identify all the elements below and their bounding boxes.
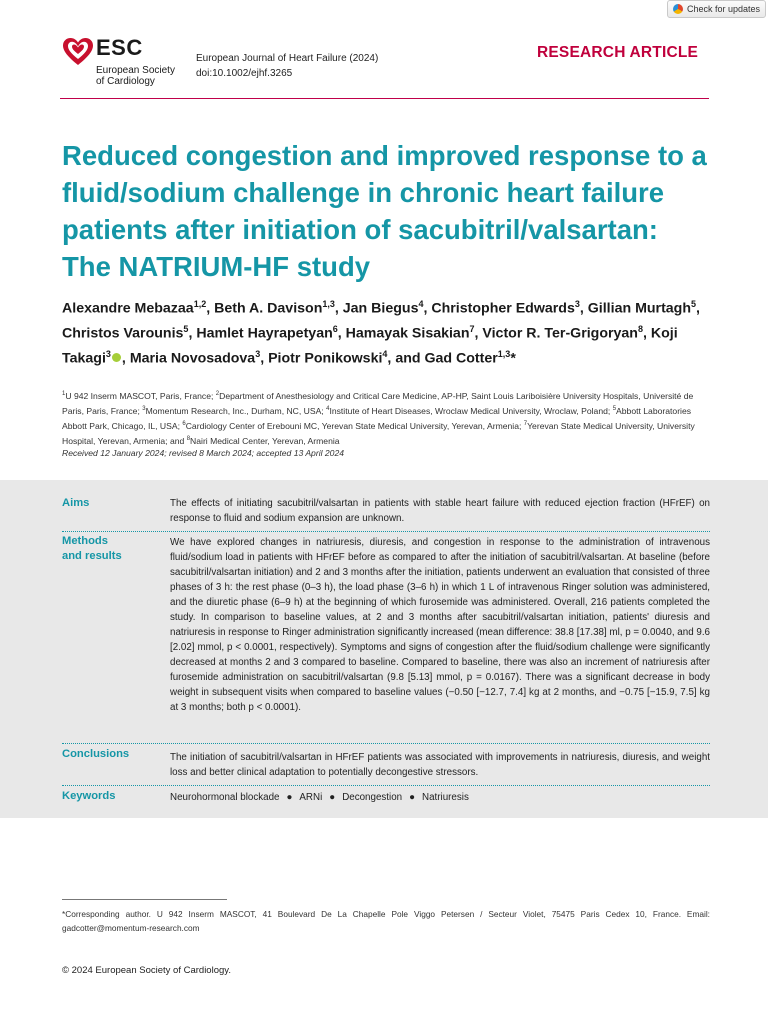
- methods-label-line-2: and results: [62, 550, 122, 562]
- author-affiliation-mark: 4: [382, 349, 388, 360]
- affiliation-number: 7: [523, 421, 528, 428]
- section-divider: [62, 743, 710, 744]
- author-affiliation-mark: 3: [574, 299, 580, 309]
- affiliations: [62, 388, 712, 448]
- author-name[interactable]: Gillian Murtagh: [587, 300, 692, 317]
- keyword-list: [170, 792, 469, 803]
- article-type: RESEARCH ARTICLE: [537, 44, 699, 61]
- author-affiliation-mark: 1,3: [322, 299, 335, 309]
- logo-subtitle: [96, 65, 175, 87]
- structured-abstract: [0, 480, 768, 818]
- received-dates: Received 12 January 2024; revised 8 March 2024; accepted 13 April 2024: [62, 448, 345, 458]
- keyword: Neurohormonal blockade: [170, 792, 280, 803]
- check-for-updates-button[interactable]: [667, 0, 766, 18]
- author-name[interactable]: Gad Cotter: [424, 351, 498, 368]
- keyword: Decongestion: [342, 792, 403, 803]
- author-name[interactable]: Alexandre Mebazaa: [62, 300, 194, 317]
- keyword: Natriuresis: [422, 792, 469, 803]
- journal-name: European Journal of Heart Failure (2024): [196, 53, 379, 64]
- author-affiliation-mark: 3: [255, 349, 261, 360]
- header-divider: [60, 98, 709, 99]
- footnote-divider: [62, 899, 227, 900]
- aims-label: Aims: [62, 497, 90, 509]
- author-affiliation-mark: 1,2: [193, 299, 207, 309]
- keyword-separator: ●: [286, 792, 293, 803]
- author-affiliation-mark: 5: [691, 299, 697, 309]
- author-affiliation-mark: 7: [469, 324, 475, 335]
- keyword-separator: ●: [329, 792, 336, 803]
- affiliation-number: 4: [326, 406, 330, 413]
- journal-info: [196, 51, 378, 81]
- section-divider: [62, 785, 710, 786]
- affiliation-text: Abbott Laboratories Abbott Park, Chicago, IL, USA;: [62, 405, 692, 431]
- author-affiliation-mark: 6: [332, 324, 338, 335]
- author-name[interactable]: Hamayak Sisakian: [345, 325, 470, 342]
- author-name[interactable]: Jan Biegus: [342, 300, 419, 317]
- methods-text: We have explored changes in natriuresis, diuresis, and congestion in response to the administration of intravenous fluid/sodium load in patients with HFrEF before as compared to after the initiation of sacubitril/valsartan. At baseline (before sacubitril/valsartan initiation) and 2 and 3 months after the initiation, patients underwent an evaluation that consisted of three phases of 3 h: the rest phase (0–3 h), the load phase (3–6 h) in which 1 L of intravenous Ringer solution was administered, and the diuretic phase (6–9 h) at the beginning of which furosemide was administered. Overall, 216 patients completed the study. In comparison to baseline values, at 2 and 3 months after sacubitril/valsartan initiation, patients' diuresis and natriuresis in response to Ringer administration significantly increased (mean difference: 38.8 [17.38] ml, p = 0.0040, and 9.6 [2.02] mmol, p < 0.0001, respectively). Symptoms and signs of congestion after the fluid/sodium challenge were significantly decreased at months 2 and 3 compared to baseline. Compared to baseline, there was also an increment of natriuresis after furosemide administration on sacubitril/valsartan (9.8 [5.13] mmol, p = 0.0167). There was a significant decrease in body weight in subsequent visits when compared to baseline values (−0.50 [−12.7, 7.4] kg at 2 months, and −0.75 [−15.9, 7.5] kg at 3 months; both p < 0.0001).: [170, 537, 710, 713]
- author-list: Alexandre Mebazaa$^{1,2}$, Beth A. Davison$^{1,3}$, Jan Biegus$^4$, Christopher Edwards$^3$, Gillian Murtagh$^5$, Christos Varounis$^5$, Hamlet Hayrapetyan$^6$, Hamayak Sisakian$^7$, Victor R. Ter-Grigoryan$^8$, Koji Takagi$^3$ , Maria Novosadova$^3$, Piotr Ponikowski$^4$, and Gad Cotter$^{1,3}$*: [62, 299, 700, 368]
- author-name[interactable]: Christos Varounis: [62, 325, 184, 342]
- author-affiliation-mark: 8: [637, 324, 643, 335]
- keyword-separator: ●: [409, 792, 416, 803]
- affiliation-number: 2: [215, 391, 220, 397]
- author-name[interactable]: Hamlet Hayrapetyan: [196, 325, 333, 342]
- affiliation-number: 1: [62, 391, 66, 397]
- crossmark-icon: [673, 4, 683, 14]
- author-name[interactable]: Christopher Edwards: [431, 300, 575, 317]
- keywords-label: Keywords: [62, 790, 116, 802]
- author-affiliation-mark: 5: [183, 324, 189, 335]
- affiliation-text: U 942 Inserm MASCOT, Paris, France;: [65, 390, 214, 401]
- journal-doi[interactable]: doi:10.1002/ejhf.3265: [196, 68, 293, 79]
- author-affiliation-mark: 3: [105, 349, 111, 360]
- author-name[interactable]: Victor R. Ter-Grigoryan: [482, 325, 638, 342]
- author-name[interactable]: Beth A. Davison: [214, 300, 323, 317]
- section-divider: [62, 531, 710, 532]
- orcid-icon[interactable]: [112, 353, 121, 362]
- methods-label: [62, 534, 122, 564]
- logo-wordmark: ESC: [96, 35, 143, 60]
- copyright: © 2024 European Society of Cardiology.: [62, 965, 231, 976]
- conclusions-label: Conclusions: [62, 748, 130, 760]
- aims-text: The effects of initiating sacubitril/valsartan in patients with stable heart failure with reduced ejection fraction (HFrEF) on response to fluid and sodium expansion are unknown.: [170, 498, 710, 524]
- check-for-updates-label: Check for updates: [687, 4, 761, 14]
- affiliation-number: 8: [186, 436, 191, 443]
- affiliation-number: 6: [182, 421, 186, 428]
- affiliation-text: Momentum Research, Inc., Durham, NC, USA;: [145, 405, 324, 416]
- affiliation-text: Nairi Medical Center, Yerevan, Armenia: [190, 436, 340, 447]
- affiliation-number: 5: [612, 406, 617, 413]
- author-name[interactable]: Piotr Ponikowski: [268, 351, 383, 368]
- logo-subtitle-line-1: European Society: [96, 65, 175, 76]
- esc-logo: [60, 37, 190, 91]
- article-title: Reduced congestion and improved response to a fluid/sodium challenge in chronic heart failure patients after initiation of sacubitril/valsartan: The NATRIUM-HF study: [62, 140, 707, 282]
- author-name[interactable]: Maria Novosadova: [129, 351, 256, 368]
- affiliation-text: Cardiology Center of Erebouni MC, Yerevan State Medical University, Yerevan, Armenia;: [185, 420, 522, 431]
- author-affiliation-mark: 4: [418, 299, 424, 309]
- corresponding-author-footnote: *Corresponding author. U 942 Inserm MASCOT, 41 Boulevard De La Chapelle Pole Viggo Petersen / Secteur Violet, 75475 Paris Cedex 10, France. Email: gadcotter@momentum-research.com: [62, 909, 710, 933]
- keyword: ARNi: [299, 792, 323, 803]
- logo-subtitle-line-2: of Cardiology: [96, 76, 155, 87]
- conclusions-text: The initiation of sacubitril/valsartan in HFrEF patients was associated with improvements in natriuresis, diuresis, and weight loss and better clinical adaptation to potentially decongestive stressors.: [170, 752, 710, 778]
- affiliation-text: Institute of Heart Diseases, Wroclaw Medical University, Wroclaw, Poland;: [329, 405, 611, 416]
- author-affiliation-mark: 1,3: [497, 349, 511, 360]
- affiliation-text: Department of Anesthesiology and Critical Care Medicine, AP-HP, Saint Louis Lariboisière University Hospitals, Université de Paris, Paris, France;: [62, 390, 694, 416]
- author-name[interactable]: Koji Takagi: [62, 325, 678, 368]
- heart-logo-icon: [62, 37, 94, 67]
- affiliation-number: 3: [142, 406, 146, 413]
- methods-label-line-1: Methods: [62, 535, 108, 547]
- corresponding-mark: *: [510, 351, 516, 368]
- affiliation-text: Yerevan State Medical University, University Hospital, Yerevan, Armenia; and: [62, 420, 695, 447]
